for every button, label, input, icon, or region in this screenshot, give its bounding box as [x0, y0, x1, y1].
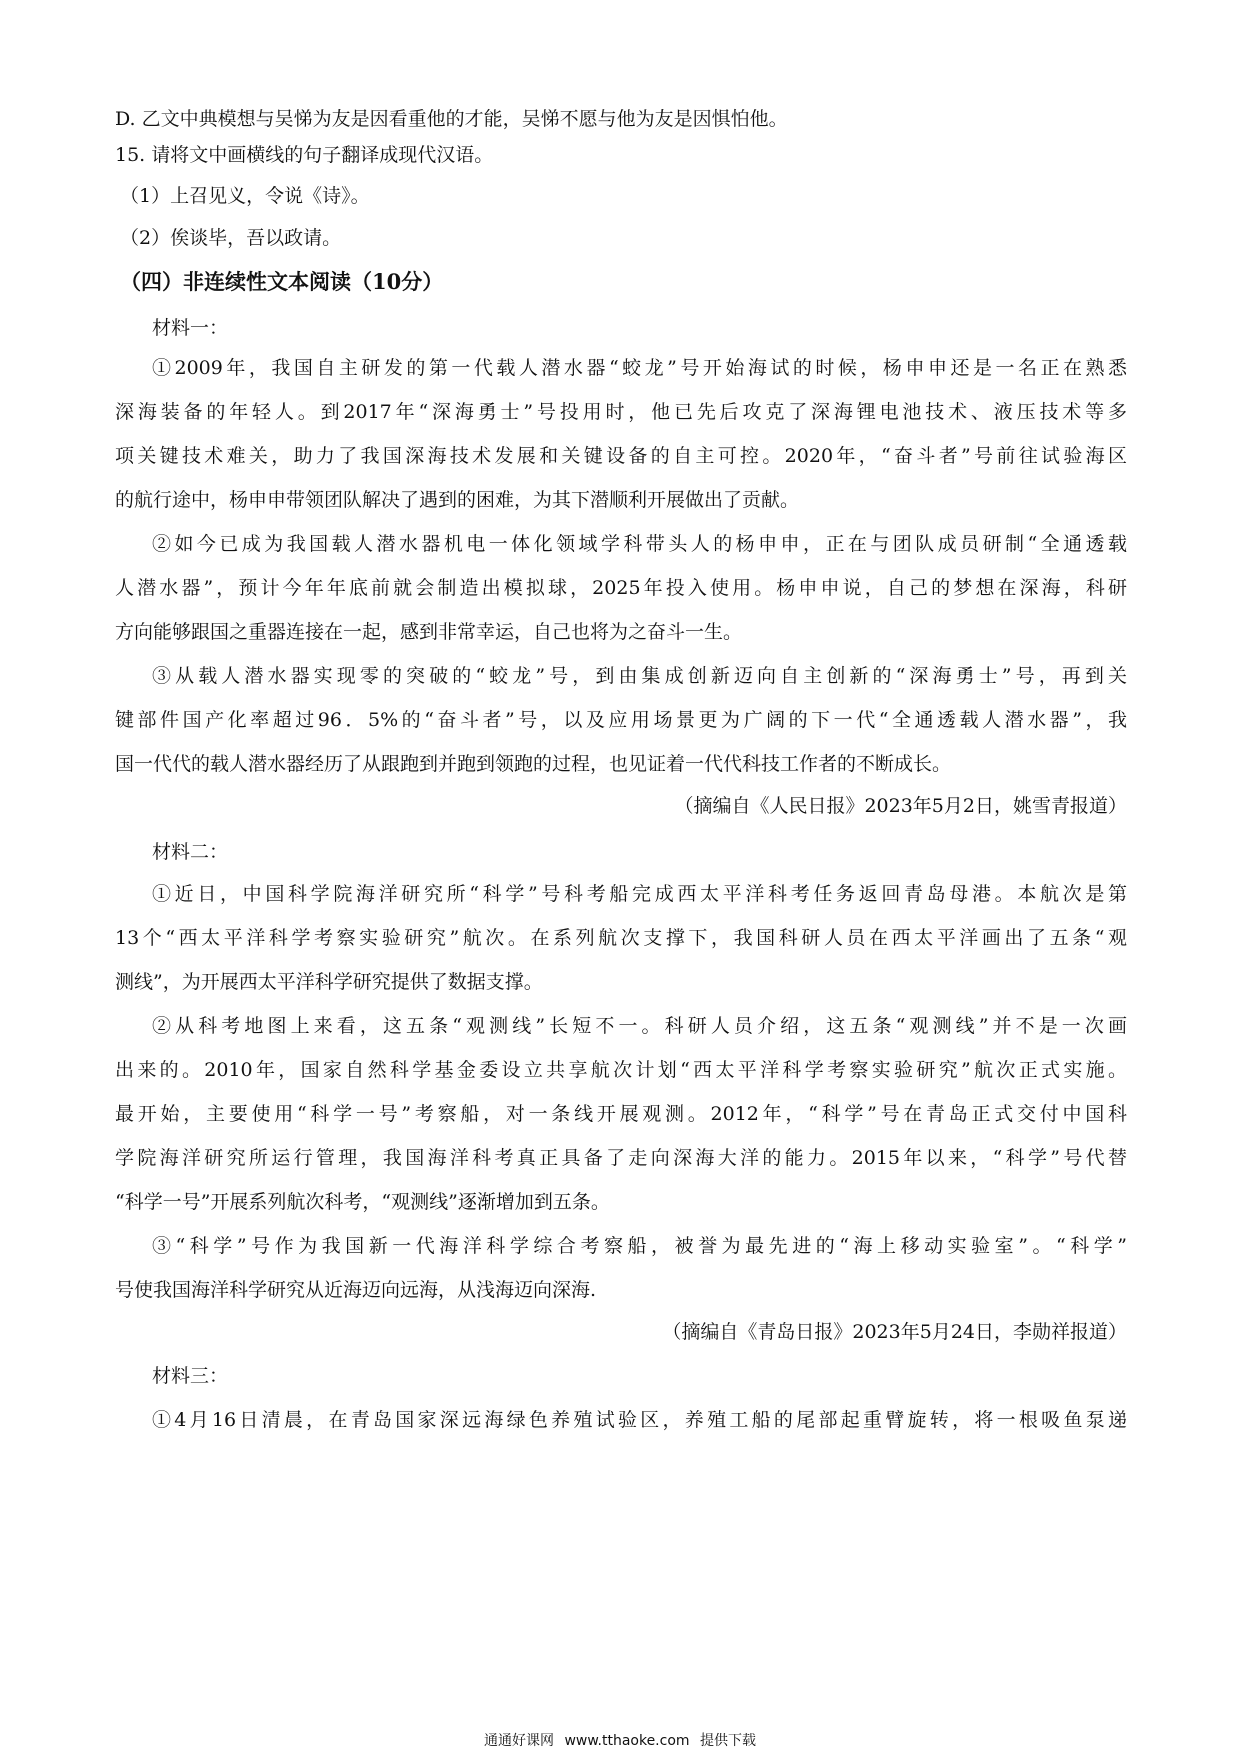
footer-site-name: 通通好课网	[484, 1733, 554, 1749]
material-2-paragraph-2-line: ②从科考地图上来看，这五条“观测线”长短不一。科研人员介绍，这五条“观测线”并不是一次画	[152, 1015, 1127, 1037]
material-1-label: 材料一：	[152, 317, 229, 339]
material-1-paragraph-2-line: 人潜水器”，预计今年年底前就会制造出模拟球，2025年投入使用。杨申申说，自己的梦想在深海，科研	[115, 577, 1127, 599]
material-2-source: （摘编自《青岛日报》2023年5月24日，李勋祥报道）	[662, 1321, 1127, 1343]
material-2-paragraph-1-line: ①近日，中国科学院海洋研究所“科学”号科考船完成西太平洋科考任务返回青岛母港。本航次是第	[152, 883, 1127, 905]
material-2-paragraph-2-line: 出来的。2010年，国家自然科学基金委设立共享航次计划“西太平洋科学考察实验研究”航次正式实施。	[115, 1059, 1127, 1081]
question-15-item-1: （1）上召见义，令说《诗》。	[120, 185, 370, 207]
material-2-paragraph-3-line: 号使我国海洋科学研究从近海迈向远海，从浅海迈向深海.	[115, 1279, 597, 1301]
material-2-label: 材料二：	[152, 841, 229, 863]
material-2-paragraph-3-line: ③“科学”号作为我国新一代海洋科学综合考察船，被誉为最先进的“海上移动实验室”。“科学”	[152, 1235, 1127, 1257]
material-2-paragraph-2-line: 学院海洋研究所运行管理，我国海洋科考真正具备了走向深海大洋的能力。2015年以来，“科学”号代替	[115, 1147, 1127, 1169]
section-4-heading: （四）非连续性文本阅读（10分）	[120, 269, 444, 294]
material-2-paragraph-1-line: 13个“西太平洋科学考察实验研究”航次。在系列航次支撑下，我国科研人员在西太平洋画出了五条“观	[115, 927, 1127, 949]
material-1-paragraph-1-line: ①2009年，我国自主研发的第一代载人潜水器“蛟龙”号开始海试的时候，杨申申还是一名正在熟悉	[152, 357, 1127, 379]
material-1-paragraph-1-line: 的航行途中，杨申申带领团队解决了遇到的困难，为其下潜顺利开展做出了贡献。	[115, 489, 800, 511]
footer-url-link[interactable]: www.tthaoke.com	[564, 1733, 690, 1749]
material-1-paragraph-3-line: 键部件国产化率超过96．5%的“奋斗者”号，以及应用场景更为广阔的下一代“全通透载人潜水器”，我	[115, 709, 1127, 731]
material-1-paragraph-2-line: 方向能够跟国之重器连接在一起，感到非常幸运，自己也将为之奋斗一生。	[115, 621, 743, 643]
material-2-paragraph-2-line: “科学一号”开展系列航次科考，“观测线”逐渐增加到五条。	[115, 1191, 610, 1213]
footer-suffix: 提供下载	[700, 1733, 756, 1749]
material-1-paragraph-3-line: 国一代代的载人潜水器经历了从跟跑到并跑到领跑的过程，也见证着一代代科技工作者的不断成长。	[115, 753, 952, 775]
material-3-paragraph-1-line: ①4月16日清晨，在青岛国家深远海绿色养殖试验区，养殖工船的尾部起重臂旋转，将一根吸鱼泵递	[152, 1409, 1127, 1431]
question-15-item-2: （2）俟谈毕，吾以政请。	[120, 227, 342, 249]
page-footer	[0, 1732, 1240, 1750]
question-15-prompt: 15. 请将文中画横线的句子翻译成现代汉语。	[115, 144, 494, 166]
material-3-label: 材料三：	[152, 1365, 229, 1387]
question-14-option-d: D. 乙文中典模想与吴悌为友是因看重他的才能，吴悌不愿与他为友是因惧怕他。	[115, 108, 788, 130]
material-2-paragraph-1-line: 测线”，为开展西太平洋科学研究提供了数据支撑。	[115, 971, 543, 993]
material-2-paragraph-2-line: 最开始，主要使用“科学一号”考察船，对一条线开展观测。2012年，“科学”号在青岛正式交付中国科	[115, 1103, 1127, 1125]
material-1-paragraph-1-line: 项关键技术难关，助力了我国深海技术发展和关键设备的自主可控。2020年，“奋斗者”号前往试验海区	[115, 445, 1127, 467]
material-1-paragraph-2-line: ②如今已成为我国载人潜水器机电一体化领域学科带头人的杨申申，正在与团队成员研制“全通透载	[152, 533, 1127, 555]
material-1-paragraph-3-line: ③从载人潜水器实现零的突破的“蛟龙”号，到由集成创新迈向自主创新的“深海勇士”号，再到关	[152, 665, 1127, 687]
material-1-paragraph-1-line: 深海装备的年轻人。到2017年“深海勇士”号投用时，他已先后攻克了深海锂电池技术、液压技术等多	[115, 401, 1127, 423]
material-1-source: （摘编自《人民日报》2023年5月2日，姚雪青报道）	[674, 795, 1127, 817]
